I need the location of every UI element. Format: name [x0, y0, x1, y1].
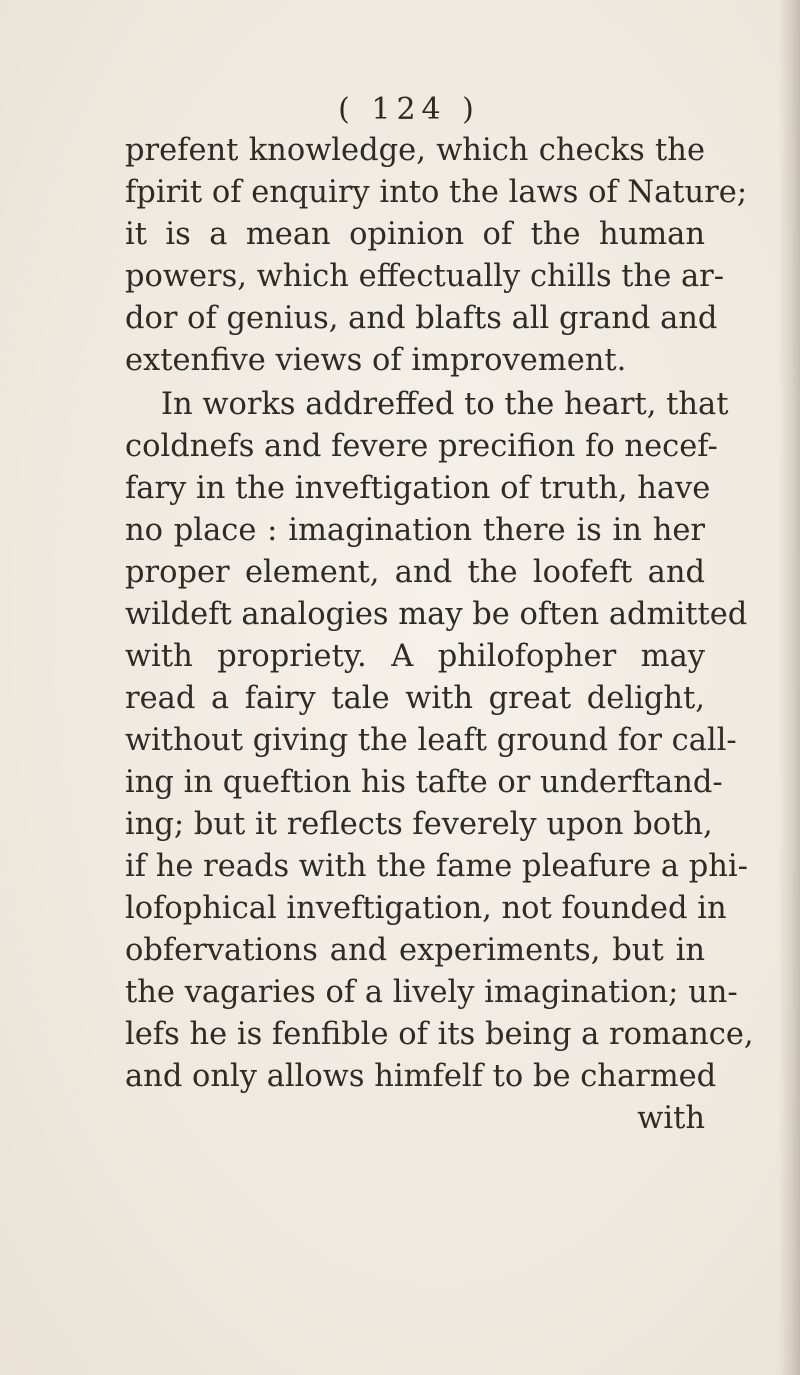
text-line: ing in queftion his tafte or underftand- [125, 765, 723, 800]
text-line: the vagaries of a lively imagination; un- [125, 975, 738, 1010]
text-line: lefs he is fenfible of its being a romance, [125, 1017, 754, 1052]
text-line: powers, which effectually chills the ar- [125, 259, 725, 294]
text-line: if he reads with the fame pleafure a phi- [125, 849, 748, 884]
text-line: ing; but it reflects feverely upon both, [125, 807, 713, 842]
page-number: ( 124 ) [338, 92, 480, 127]
paragraph-1 [125, 130, 748, 382]
text-line: it is a mean opinion of the human [125, 217, 705, 252]
paragraph-2 [125, 384, 754, 1140]
text-line: lofophical inveftigation, not founded in [125, 891, 727, 926]
text-line: coldnefs and fevere precifion fo necef- [125, 429, 718, 464]
text-line: extenfive views of improvement. [125, 343, 627, 378]
text-line: without giving the leaft ground for call- [125, 723, 737, 758]
catchword: with [637, 1101, 705, 1136]
text-line: dor of genius, and blafts all grand and [125, 301, 718, 336]
text-line: with propriety. A philofopher may [125, 639, 705, 674]
text-line: no place : imagination there is in her [125, 513, 705, 548]
text-line: fpirit of enquiry into the laws of Nature; [125, 175, 748, 210]
page-edge-shadow [778, 0, 800, 1375]
text-line: read a fairy tale with great delight, [125, 681, 705, 716]
text-line: In works addreffed to the heart, that [161, 387, 729, 422]
text-line: obfervations and experiments, but in [125, 933, 705, 968]
text-line: prefent knowledge, which checks the [125, 133, 705, 168]
text-line: proper element, and the loofeft and [125, 555, 705, 590]
text-line: fary in the inveftigation of truth, have [125, 471, 711, 506]
text-line: wildeft analogies may be often admitted [125, 597, 748, 632]
text-line: and only allows himfelf to be charmed [125, 1059, 717, 1094]
